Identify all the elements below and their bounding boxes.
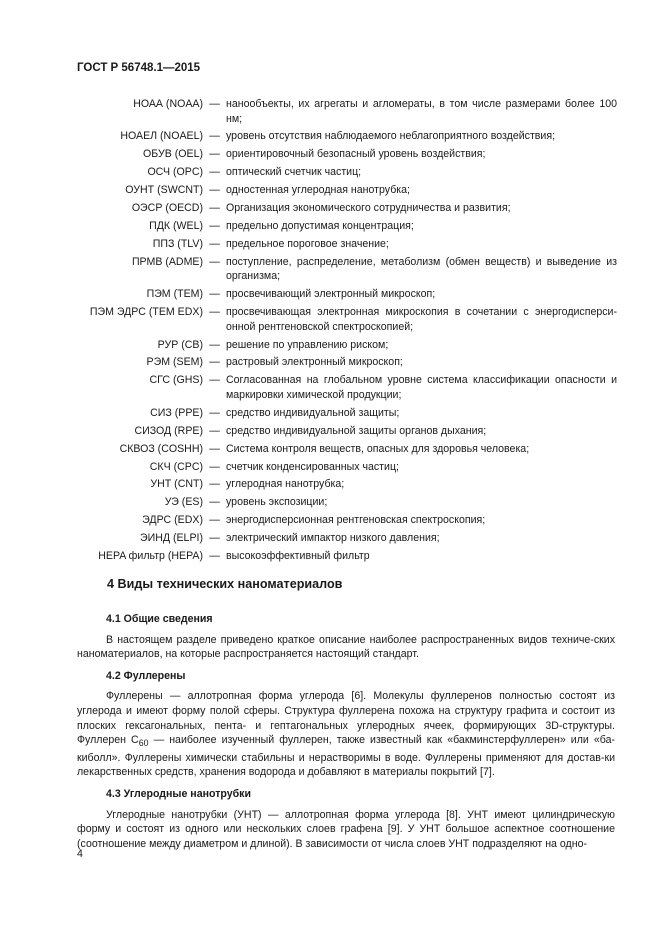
abbreviation-row xyxy=(77,287,617,302)
abbreviation-term: УНТ (CNT) xyxy=(150,478,203,491)
abbreviation-dash: — xyxy=(209,237,220,250)
abbreviation-term: ПЭМ ЭДРС (TEM EDX) xyxy=(89,306,203,319)
abbreviation-row xyxy=(77,147,617,162)
abbreviation-row xyxy=(77,255,617,284)
abbreviation-term: ОЭСР (OECD) xyxy=(131,202,203,215)
abbreviation-term: ПДК (WEL) xyxy=(149,219,203,232)
subsection-title-general: 4.1 Общие сведения xyxy=(106,613,213,625)
fullerenes-text-b: — наиболее изученный фуллерен, также известный как «бакминстерфуллерен» или «ба-киболл». Фуллерены химически стабильны и нерастворимы в воде. Фуллерены применяют для достав-ки лекарственных средств, хранения водорода и добавляют в материалы покрытий [7]. xyxy=(77,734,615,779)
abbreviation-dash: — xyxy=(209,549,220,562)
abbreviation-term: ЭИНД (ELPI) xyxy=(139,532,203,545)
abbreviation-definition: уровень отсутствия наблюдаемого неблагоприятного воздействия; xyxy=(226,130,556,143)
paragraph-general: В настоящем разделе приведено краткое описание наиболее распространенных видов техниче-ских наноматериалов, на которые распространяется настоящий стандарт. xyxy=(77,633,615,661)
abbreviation-definition: углеродная нанотрубка; xyxy=(226,478,345,491)
abbreviation-row xyxy=(77,477,617,492)
abbreviation-definition: электрический импактор низкого давления; xyxy=(226,532,440,545)
document-header: ГОСТ Р 56748.1—2015 xyxy=(77,62,201,74)
abbreviation-row xyxy=(77,165,617,180)
abbreviation-term: УЭ (ES) xyxy=(164,496,203,509)
abbreviation-definition: высокоэффективный фильтр xyxy=(226,549,370,562)
abbreviation-row xyxy=(77,549,617,564)
abbreviation-definition: энергодисперсионная рентгеновская спектроскопия; xyxy=(226,514,486,527)
abbreviation-definition: средство индивидуальной защиты органов дыхания; xyxy=(226,424,487,437)
subsection-title-fullerenes: 4.2 Фуллерены xyxy=(106,669,186,682)
abbreviation-term: РЭМ (SEM) xyxy=(146,356,203,369)
abbreviation-dash: — xyxy=(209,442,220,455)
fullerene-subscript: 60 xyxy=(138,738,149,749)
abbreviation-dash: — xyxy=(209,130,220,143)
abbreviation-dash: — xyxy=(209,374,220,387)
abbreviation-row xyxy=(77,513,617,528)
abbreviation-dash: — xyxy=(209,514,220,527)
abbreviation-dash: — xyxy=(209,406,220,419)
abbreviation-dash: — xyxy=(209,288,220,301)
abbreviation-dash: — xyxy=(209,255,220,268)
abbreviation-row xyxy=(77,406,617,421)
abbreviation-row xyxy=(77,424,617,439)
abbreviation-definition: предельное пороговое значение; xyxy=(226,237,389,250)
abbreviation-term: HEPA фильтр (HEPA) xyxy=(98,549,203,562)
abbreviation-term: СКЧ (CPC) xyxy=(149,460,203,473)
abbreviation-term: ОБУВ (OEL) xyxy=(143,148,203,161)
abbreviation-term: СКВОЗ (COSHH) xyxy=(119,442,203,455)
abbreviation-dash: — xyxy=(209,460,220,473)
abbreviation-dash: — xyxy=(209,202,220,215)
abbreviation-definition: Организация экономического сотрудничества и развития; xyxy=(226,202,511,215)
abbreviation-term: НОАА (NOAA) xyxy=(133,98,203,110)
abbreviation-definition: уровень экспозиции; xyxy=(226,496,328,509)
abbreviation-definition: решение по управлению риском; xyxy=(226,338,389,351)
abbreviation-definition: одностенная углеродная нанотрубка; xyxy=(226,184,410,197)
abbreviation-term: НОАЕЛ (NOAEL) xyxy=(120,130,203,143)
abbreviation-dash: — xyxy=(209,306,220,319)
abbreviation-definition: ориентировочный безопасный уровень воздействия; xyxy=(226,148,486,161)
subsection-title-nanotubes: 4.3 Углеродные нанотрубки xyxy=(106,788,251,801)
abbreviation-row xyxy=(77,460,617,475)
abbreviation-row xyxy=(77,97,617,126)
abbreviation-row xyxy=(77,183,617,198)
abbreviation-definition: предельно допустимая концентрация; xyxy=(226,219,414,232)
abbreviation-term: ОСЧ (OPC) xyxy=(147,166,203,179)
abbreviation-term: ППЗ (TLV) xyxy=(152,237,203,250)
abbreviation-term: ЭДРС (EDX) xyxy=(142,514,203,527)
abbreviation-definition: просвечивающий электронный микроскоп; xyxy=(226,288,436,301)
abbreviation-row xyxy=(77,201,617,216)
abbreviation-definition: оптический счетчик частиц; xyxy=(226,166,362,179)
abbreviation-dash: — xyxy=(209,184,220,197)
abbreviation-dash: — xyxy=(209,496,220,509)
abbreviation-dash: — xyxy=(209,478,220,491)
abbreviation-term: ПРМВ (ADME) xyxy=(131,255,203,268)
abbreviation-row xyxy=(77,237,617,252)
page-number: 4 xyxy=(77,848,83,860)
abbreviation-dash: — xyxy=(209,166,220,179)
abbreviations-list xyxy=(77,97,617,567)
abbreviation-dash: — xyxy=(209,356,220,369)
abbreviation-term: СГС (GHS) xyxy=(149,374,203,387)
abbreviation-definition: средство индивидуальной защиты; xyxy=(226,406,400,419)
abbreviation-term: ОУНТ (SWCNT) xyxy=(125,184,203,197)
abbreviation-row xyxy=(77,373,617,402)
abbreviation-row xyxy=(77,219,617,234)
abbreviation-definition: растровый электронный микроскоп; xyxy=(226,356,403,369)
abbreviation-definition: нанообъекты, их агрегаты и агломераты, в том числе размерами более 100 нм; xyxy=(226,98,617,125)
section-title: 4 Виды технических наноматериалов xyxy=(107,577,343,591)
abbreviation-term: СИЗ (PPE) xyxy=(150,406,203,419)
abbreviation-row xyxy=(77,442,617,457)
abbreviation-term: РУР (CB) xyxy=(157,338,203,351)
paragraph-nanotubes: Углеродные нанотрубки (УНТ) — аллотропная форма углерода [8]. УНТ имеют цилиндрическую форму и состоят из одного или нескольких слоев графена [9]. У УНТ большое аспектное соотношение (соотношение между диаметром и длиной). В зависимости от числа слоев УНТ подразделяют на одно- xyxy=(77,808,615,850)
abbreviation-definition: Согласованная на глобальном уровне система классификации опасности и маркировки химической продукции; xyxy=(226,374,617,401)
abbreviation-row xyxy=(77,129,617,144)
abbreviation-term: СИЗОД (RPE) xyxy=(134,424,203,437)
abbreviation-dash: — xyxy=(209,532,220,545)
abbreviation-term: ПЭМ (TEM) xyxy=(146,288,203,301)
fullerenes-text-a: Фуллерены — аллотропная форма углерода [6]. Молекулы фуллеренов полностью состоят из углерода и имеют форму полой сферы. Структура фуллерена похожа на структуру графита и состоит из плоских гексагональных, пента- и гептагональных углеродных ячеек, формирующих 3D-структуры. Фуллерен C xyxy=(77,690,615,747)
abbreviation-dash: — xyxy=(209,148,220,161)
abbreviation-row xyxy=(77,305,617,334)
abbreviation-row xyxy=(77,531,617,546)
abbreviation-definition: просвечивающая электронная микроскопия в сочетании с энергодисперси-онной рентгеновской спектроскопией; xyxy=(226,306,617,333)
paragraph-fullerenes xyxy=(77,689,615,780)
abbreviation-row xyxy=(77,355,617,370)
section-body xyxy=(77,612,615,858)
abbreviation-dash: — xyxy=(209,338,220,351)
abbreviation-definition: поступление, распределение, метаболизм (обмен веществ) и выведение из организма; xyxy=(226,255,617,283)
abbreviation-dash: — xyxy=(209,98,220,110)
abbreviation-row xyxy=(77,495,617,510)
abbreviation-definition: счетчик конденсированных частиц; xyxy=(226,460,399,473)
abbreviation-dash: — xyxy=(209,424,220,437)
abbreviation-dash: — xyxy=(209,219,220,232)
abbreviation-definition: Система контроля веществ, опасных для здоровья человека; xyxy=(226,442,530,455)
abbreviation-row xyxy=(77,338,617,353)
